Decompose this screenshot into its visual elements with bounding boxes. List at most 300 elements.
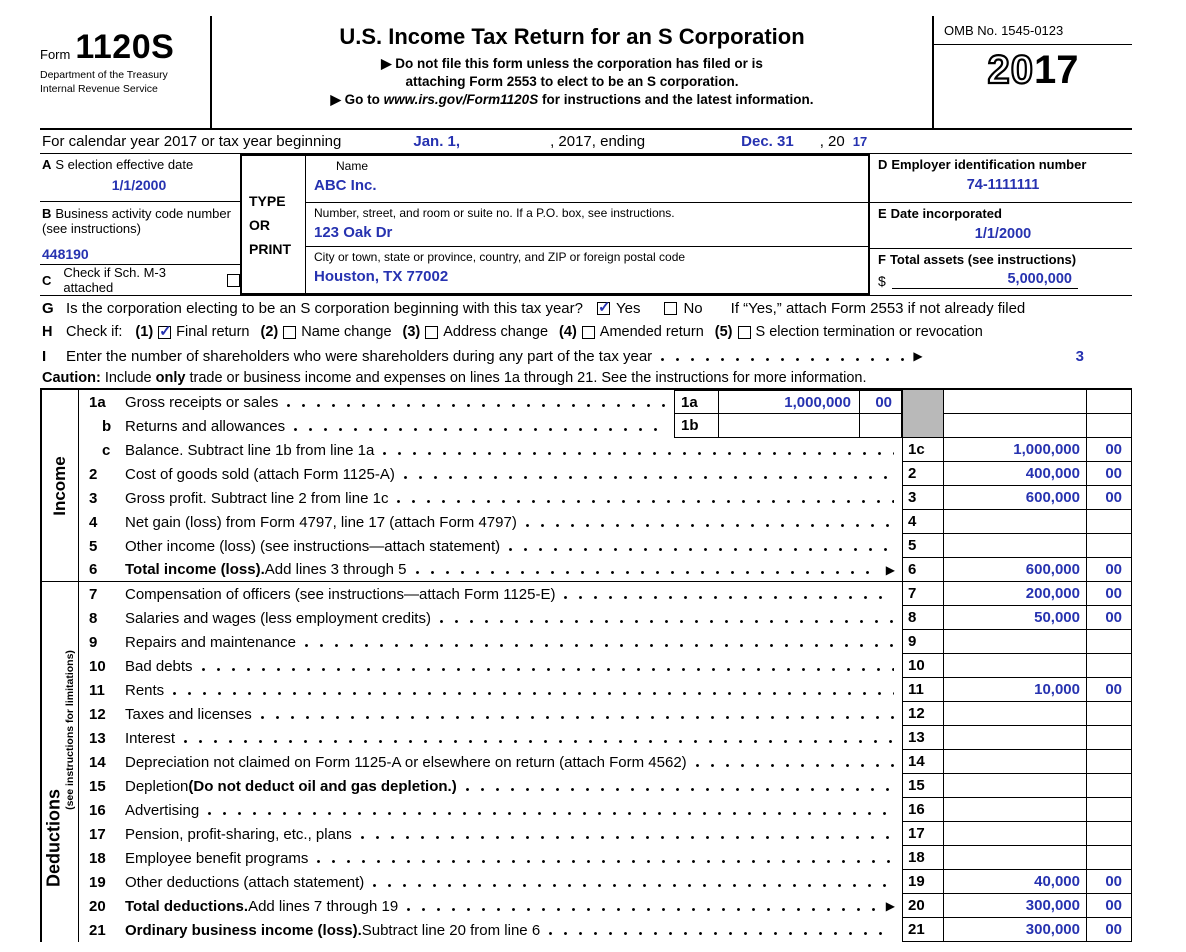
form-body <box>40 16 1132 942</box>
entity-left-column <box>40 154 240 295</box>
income-section-label: Income <box>50 455 69 516</box>
year-outline-digits: 20 <box>987 48 1034 92</box>
line-label-text: Subtract line 20 from line 6 <box>361 921 541 939</box>
g-yes-checkbox[interactable] <box>597 302 610 315</box>
amount-value[interactable]: 400,000 <box>944 462 1086 486</box>
cents-value[interactable] <box>1086 510 1132 534</box>
line-label <box>125 558 902 582</box>
line-label-text: Depletion <box>125 777 189 795</box>
line-label-text: Add lines 7 through 19 <box>248 897 399 915</box>
type-word: TYPE <box>249 192 286 209</box>
cents-value[interactable] <box>1086 534 1132 558</box>
inline-entry-box <box>674 414 902 438</box>
cents-value[interactable]: 00 <box>1086 438 1132 462</box>
go-to-text: ▶ Go to <box>330 92 384 107</box>
shaded-cell <box>902 414 944 438</box>
total-assets-value[interactable]: 5,000,000 <box>892 271 1078 289</box>
corporation-name-value[interactable]: ABC Inc. <box>314 177 377 194</box>
h-item-number: (1) <box>135 324 154 340</box>
field-a-label <box>42 157 236 172</box>
line-number: 2 <box>89 465 98 483</box>
type-or-print-label <box>242 156 306 293</box>
arrow-right-icon: ▶ <box>885 899 895 913</box>
questions-section <box>40 296 1132 390</box>
line-number: 7 <box>89 585 98 603</box>
cents-value[interactable]: 00 <box>1086 678 1132 702</box>
question-i-text: Enter the number of shareholders who were shareholders during any part of the tax year <box>66 347 653 365</box>
dot-leader <box>304 642 894 649</box>
amount-value[interactable] <box>944 510 1086 534</box>
h-item-checkbox[interactable] <box>738 326 751 339</box>
h-item-label: S election termination or revocation <box>755 324 983 340</box>
name-field-label: Name <box>336 159 369 173</box>
line-label-text: Ordinary business income (loss). <box>125 921 362 939</box>
field-c-m3-attached <box>40 265 240 295</box>
dot-leader <box>360 834 894 841</box>
caution-bold-word: only <box>155 370 186 386</box>
dot-leader <box>439 618 894 625</box>
h-item-checkbox[interactable] <box>158 326 171 339</box>
dot-leader <box>207 810 894 817</box>
line-label-text: Balance. Subtract line 1b from line 1a <box>125 441 375 459</box>
h-item-checkbox[interactable] <box>283 326 296 339</box>
line-label <box>125 486 902 510</box>
shareholder-count-value[interactable]: 3 <box>1075 347 1084 365</box>
tax-year-ending-year-value[interactable]: 17 <box>852 134 868 149</box>
cents-value[interactable]: 00 <box>1086 486 1132 510</box>
amount-value[interactable] <box>944 846 1086 870</box>
line-number: b <box>102 417 112 435</box>
line-label <box>125 390 674 414</box>
question-g-row <box>40 296 1132 320</box>
year-solid-digits: 17 <box>1034 48 1079 92</box>
dot-leader <box>548 930 894 937</box>
line-number: 14 <box>89 753 106 771</box>
line-number: 20 <box>89 897 106 915</box>
cents-value[interactable]: 00 <box>1086 918 1132 942</box>
line-number: 1a <box>89 393 106 411</box>
field-d-ein <box>870 154 1132 203</box>
line-label-text: Salaries and wages (less employment credits) <box>125 609 431 627</box>
h-item-label: Amended return <box>599 324 704 340</box>
calendar-year-prefix: , 20 <box>819 133 845 150</box>
form-line-row <box>79 606 1132 630</box>
amount-value[interactable]: 50,000 <box>944 606 1086 630</box>
form-line-row <box>79 534 1132 558</box>
dot-leader <box>382 450 894 457</box>
line-box-number: 17 <box>902 822 944 846</box>
field-e-label <box>878 206 1128 221</box>
line-number: c <box>102 441 111 459</box>
amount-value[interactable]: 300,000 <box>944 918 1086 942</box>
line-label-text: Taxes and licenses <box>125 705 252 723</box>
line-number: 4 <box>89 513 98 531</box>
h-item-checkbox[interactable] <box>582 326 595 339</box>
irs-label: Internal Revenue Service <box>40 83 158 95</box>
form-line-row <box>79 390 1132 414</box>
h-item-label: Name change <box>301 324 392 340</box>
line-label-text: Other income (loss) (see instructions—attach statement) <box>125 537 501 555</box>
cents-value[interactable] <box>1086 798 1132 822</box>
line-number: 3 <box>89 489 98 507</box>
dot-leader <box>372 882 894 889</box>
amount-value[interactable]: 600,000 <box>944 486 1086 510</box>
dot-leader <box>293 426 666 433</box>
form-line-row <box>79 510 1132 534</box>
street-field-label: Number, street, and room or suite no. If a P.O. box, see instructions. <box>314 206 675 220</box>
cents-value[interactable]: 00 <box>1086 606 1132 630</box>
line-number: 6 <box>79 558 125 582</box>
line-box-number: 21 <box>902 918 944 942</box>
type-or-print-box <box>240 154 870 295</box>
line-number: 12 <box>89 705 106 723</box>
amount-value[interactable] <box>944 534 1086 558</box>
line-label <box>125 678 902 702</box>
city-field-row <box>306 247 868 293</box>
deductions-section-strip <box>42 582 78 942</box>
amount-value[interactable] <box>944 726 1086 750</box>
line-label-text: Bad debts <box>125 657 193 675</box>
dot-leader <box>415 569 880 576</box>
line-label <box>125 846 902 870</box>
line-box-number: 15 <box>902 774 944 798</box>
treasury-department-label: Department of the Treasury <box>40 69 168 81</box>
amount-value[interactable]: 200,000 <box>944 582 1086 606</box>
form-number-line <box>40 28 210 67</box>
line-box-number: 5 <box>902 534 944 558</box>
form-line-row <box>79 750 1132 774</box>
h-item-number: (4) <box>559 324 577 340</box>
deductions-section-label: Deductions <box>43 788 64 887</box>
dot-leader <box>201 666 894 673</box>
caution-label: Caution: <box>42 370 101 386</box>
line-label-text: Rents <box>125 681 165 699</box>
form-line-row <box>79 798 1132 822</box>
tax-year-beginning-value[interactable]: Jan. 1, <box>413 133 461 150</box>
dot-leader <box>465 786 894 793</box>
income-section-strip <box>42 390 78 582</box>
question-h-letter: H <box>42 324 53 340</box>
form-line-row <box>79 414 1132 438</box>
line-number: 17 <box>89 825 106 843</box>
dot-leader <box>286 402 666 409</box>
line-number: 5 <box>89 537 98 555</box>
amount-value[interactable]: 40,000 <box>944 870 1086 894</box>
line-box-number: 2 <box>902 462 944 486</box>
caution-post: trade or business income and expenses on lines 1a through 21. See the instructions for more information. <box>185 370 867 386</box>
line-number: 18 <box>89 849 106 867</box>
question-h-text: Check if: <box>66 324 123 340</box>
omb-number: OMB No. 1545-0123 <box>934 16 1132 45</box>
h-check-item <box>559 324 704 340</box>
arrow-right-icon: ▶ <box>913 349 923 363</box>
h-item-checkbox[interactable] <box>425 326 438 339</box>
irs-url-text: www.irs.gov/Form1120S <box>383 92 539 107</box>
field-f-label <box>878 252 1128 267</box>
g-no-label: No <box>683 299 703 317</box>
line-label-text: Employee benefit programs <box>125 849 309 867</box>
amount-value[interactable]: 600,000 <box>944 558 1086 582</box>
question-i-row <box>40 344 1132 368</box>
field-b-business-code <box>40 202 240 265</box>
field-b-text: Business activity code number (see instructions) <box>42 206 231 237</box>
form-line-row <box>79 582 1132 606</box>
form-line-row <box>79 486 1132 510</box>
form-line-row <box>79 870 1132 894</box>
line-label <box>125 534 902 558</box>
line-label <box>125 654 902 678</box>
h-checklist <box>124 324 982 340</box>
line-label <box>125 414 674 438</box>
line-label-text: (Do not deduct oil and gas depletion.) <box>188 777 457 795</box>
amount-value[interactable]: 10,000 <box>944 678 1086 702</box>
line-number: 11 <box>89 681 105 699</box>
city-field-label: City or town, state or province, country, and ZIP or foreign postal code <box>314 250 686 264</box>
line-label-text: Interest <box>125 729 176 747</box>
g-yes-label: Yes <box>615 299 641 317</box>
line-label <box>125 438 902 462</box>
line-box-number: 1c <box>902 438 944 462</box>
inline-cents-value[interactable]: 00 <box>859 391 901 413</box>
dot-leader <box>396 498 894 505</box>
inline-amount-value[interactable] <box>719 414 859 437</box>
line-number: 19 <box>89 873 106 891</box>
total-assets-line <box>878 271 1128 289</box>
line-box-number: 10 <box>902 654 944 678</box>
line-label <box>125 606 902 630</box>
dot-leader <box>508 546 894 553</box>
cents-value[interactable]: 00 <box>1086 462 1132 486</box>
line-box-number: 4 <box>902 510 944 534</box>
line-box-number: 13 <box>902 726 944 750</box>
date-incorporated-value[interactable]: 1/1/2000 <box>974 226 1032 242</box>
line-label-text: Gross profit. Subtract line 2 from line 1c <box>125 489 389 507</box>
amount-value[interactable] <box>944 630 1086 654</box>
city-state-zip-value[interactable]: Houston, TX 77002 <box>314 268 449 285</box>
cents-value[interactable] <box>1086 726 1132 750</box>
form-title-block <box>212 16 932 128</box>
line-label <box>125 510 902 534</box>
line-box-number: 18 <box>902 846 944 870</box>
field-a-letter: A <box>42 157 52 172</box>
line-label <box>125 750 902 774</box>
cents-value[interactable] <box>1086 774 1132 798</box>
line-label-text: Gross receipts or sales <box>125 393 279 411</box>
g-no-checkbox[interactable] <box>664 302 677 315</box>
inline-cents-value[interactable] <box>859 414 901 437</box>
field-d-letter: D <box>878 157 888 172</box>
inline-amount-value[interactable]: 1,000,000 <box>784 393 851 411</box>
line-number: 9 <box>89 633 98 651</box>
form-line-row <box>79 894 1132 918</box>
cents-value[interactable] <box>1086 846 1132 870</box>
line-label <box>125 894 902 918</box>
line-number: 21 <box>89 921 106 939</box>
cents-value[interactable] <box>1086 630 1132 654</box>
line-box-number: 8 <box>902 606 944 630</box>
line-label-text: Add lines 3 through 5 <box>264 561 407 578</box>
field-f-letter: F <box>878 252 886 267</box>
field-b-letter: B <box>42 206 52 222</box>
form-line-row <box>79 726 1132 750</box>
s-election-date-value[interactable]: 1/1/2000 <box>111 177 167 193</box>
deductions-section-sublabel: (see instructions for limitations) <box>64 649 76 810</box>
amount-cell[interactable] <box>944 414 1086 438</box>
form-identity-block <box>40 16 212 128</box>
print-word: PRINT <box>249 240 291 257</box>
field-f-text: Total assets (see instructions) <box>889 252 1077 267</box>
line-label <box>125 582 902 606</box>
cents-value[interactable] <box>1086 702 1132 726</box>
cents-value[interactable]: 00 <box>1086 582 1132 606</box>
line-label-text: Pension, profit-sharing, etc., plans <box>125 825 352 843</box>
line-label <box>125 918 902 942</box>
line-box-number: 16 <box>902 798 944 822</box>
form-line-row <box>79 654 1132 678</box>
amount-value[interactable] <box>944 702 1086 726</box>
tax-year-ending-value[interactable]: Dec. 31 <box>741 133 794 150</box>
amount-value[interactable] <box>944 750 1086 774</box>
line-label <box>125 462 902 486</box>
field-c-letter: C <box>42 272 52 288</box>
h-check-item <box>715 324 983 340</box>
caution-pre: Include <box>100 370 156 386</box>
amount-value[interactable]: 300,000 <box>944 894 1086 918</box>
cents-value[interactable]: 00 <box>1086 870 1132 894</box>
form-title: U.S. Income Tax Return for an S Corporation <box>339 24 805 49</box>
field-c-text: Check if Sch. M-3 attached <box>63 265 166 295</box>
amount-value[interactable] <box>944 654 1086 678</box>
line-label <box>125 774 902 798</box>
question-h-row <box>40 320 1132 344</box>
line-label <box>125 702 902 726</box>
dollar-sign: $ <box>878 273 886 289</box>
field-a-text: S election effective date <box>55 157 194 172</box>
street-address-value[interactable]: 123 Oak Dr <box>314 224 393 241</box>
field-d-label <box>878 157 1128 172</box>
form-line-row <box>79 630 1132 654</box>
line-number: 16 <box>89 801 106 819</box>
h-item-number: (3) <box>402 324 421 340</box>
cents-cell[interactable] <box>1086 414 1132 438</box>
question-g-suffix: If “Yes,” attach Form 2553 if not already filed <box>730 299 1026 317</box>
form-line-row <box>79 462 1132 486</box>
line-label-text: Other deductions (attach statement) <box>125 873 365 891</box>
line-label <box>125 870 902 894</box>
cents-value[interactable] <box>1086 822 1132 846</box>
form-line-row <box>79 558 1132 582</box>
h-check-item <box>135 324 249 340</box>
line-box-number: 7 <box>902 582 944 606</box>
dot-leader <box>695 762 894 769</box>
line-label-text: Net gain (loss) from Form 4797, line 17 (attach Form 4797) <box>125 513 517 531</box>
line-number: 10 <box>89 657 106 675</box>
form-line-row <box>79 678 1132 702</box>
line-number: 8 <box>89 609 98 627</box>
calendar-mid-text: , 2017, ending <box>550 133 646 150</box>
section-label-strip <box>42 390 79 942</box>
arrow-right-icon: ▶ <box>885 562 895 577</box>
line-number: 13 <box>89 729 106 747</box>
amount-cell[interactable] <box>944 390 1086 414</box>
entity-fields <box>306 156 868 293</box>
amount-value[interactable] <box>944 822 1086 846</box>
h-item-number: (2) <box>260 324 279 340</box>
form-line-row <box>79 822 1132 846</box>
form-line-row <box>79 846 1132 870</box>
field-e-text: Date incorporated <box>890 206 1002 221</box>
line-box-number: 6 <box>902 558 944 582</box>
field-e-date-incorporated <box>870 203 1132 249</box>
caution-line <box>40 368 1132 390</box>
cents-value[interactable] <box>1086 750 1132 774</box>
tax-year-badge <box>934 45 1132 93</box>
dot-leader <box>660 356 907 363</box>
dot-leader <box>183 738 894 745</box>
amount-value[interactable]: 1,000,000 <box>944 438 1086 462</box>
line-box-number: 9 <box>902 630 944 654</box>
shaded-cell <box>902 390 944 414</box>
line-label-text: Repairs and maintenance <box>125 633 296 651</box>
go-to-suffix: for instructions and the latest information. <box>538 92 814 107</box>
dot-leader <box>406 906 880 913</box>
dot-leader <box>316 858 894 865</box>
h-item-label: Final return <box>176 324 250 340</box>
line-box-number: 11 <box>902 678 944 702</box>
business-code-value[interactable]: 448190 <box>42 246 89 262</box>
line-label <box>125 726 902 750</box>
line-number: 15 <box>89 777 106 795</box>
amount-value[interactable] <box>944 798 1086 822</box>
instruction-line-1: ▶ Do not file this form unless the corporation has filed or is <box>381 56 763 71</box>
omb-year-block <box>932 16 1132 128</box>
line-box-number: 14 <box>902 750 944 774</box>
field-d-text: Employer identification number <box>891 157 1087 172</box>
line-label-text: Total deductions. <box>125 897 249 915</box>
form-header <box>40 16 1132 128</box>
cents-value[interactable]: 00 <box>1086 894 1132 918</box>
ein-value[interactable]: 74-1111111 <box>966 177 1040 193</box>
inline-entry-box <box>674 390 902 414</box>
or-word: OR <box>249 216 270 233</box>
line-box-number: 19 <box>902 870 944 894</box>
field-b-label <box>42 206 236 236</box>
cents-cell[interactable] <box>1086 390 1132 414</box>
cents-value[interactable] <box>1086 654 1132 678</box>
dot-leader <box>260 714 894 721</box>
form-line-row <box>79 438 1132 462</box>
cents-value[interactable]: 00 <box>1086 558 1132 582</box>
line-label <box>125 822 902 846</box>
form-line-row <box>79 918 1132 942</box>
line-label-text: Depreciation not claimed on Form 1125-A or elsewhere on return (attach Form 4562) <box>125 753 687 771</box>
form-word-label: Form <box>40 47 71 62</box>
calendar-pre-text: For calendar year 2017 or tax year beginning <box>42 133 342 150</box>
line-label-text: Compensation of officers (see instructions—attach Form 1125-E) <box>125 585 556 603</box>
h-check-item <box>403 324 549 340</box>
m3-attached-checkbox[interactable] <box>227 274 240 287</box>
line-box-number: 12 <box>902 702 944 726</box>
question-i-letter: I <box>42 347 47 365</box>
dot-leader <box>563 594 894 601</box>
form-number: 1120S <box>75 28 175 66</box>
amount-value[interactable] <box>944 774 1086 798</box>
h-item-label: Address change <box>443 324 549 340</box>
dot-leader <box>172 690 894 697</box>
line-label <box>125 798 902 822</box>
h-check-item <box>261 324 392 340</box>
line-box-number: 20 <box>902 894 944 918</box>
